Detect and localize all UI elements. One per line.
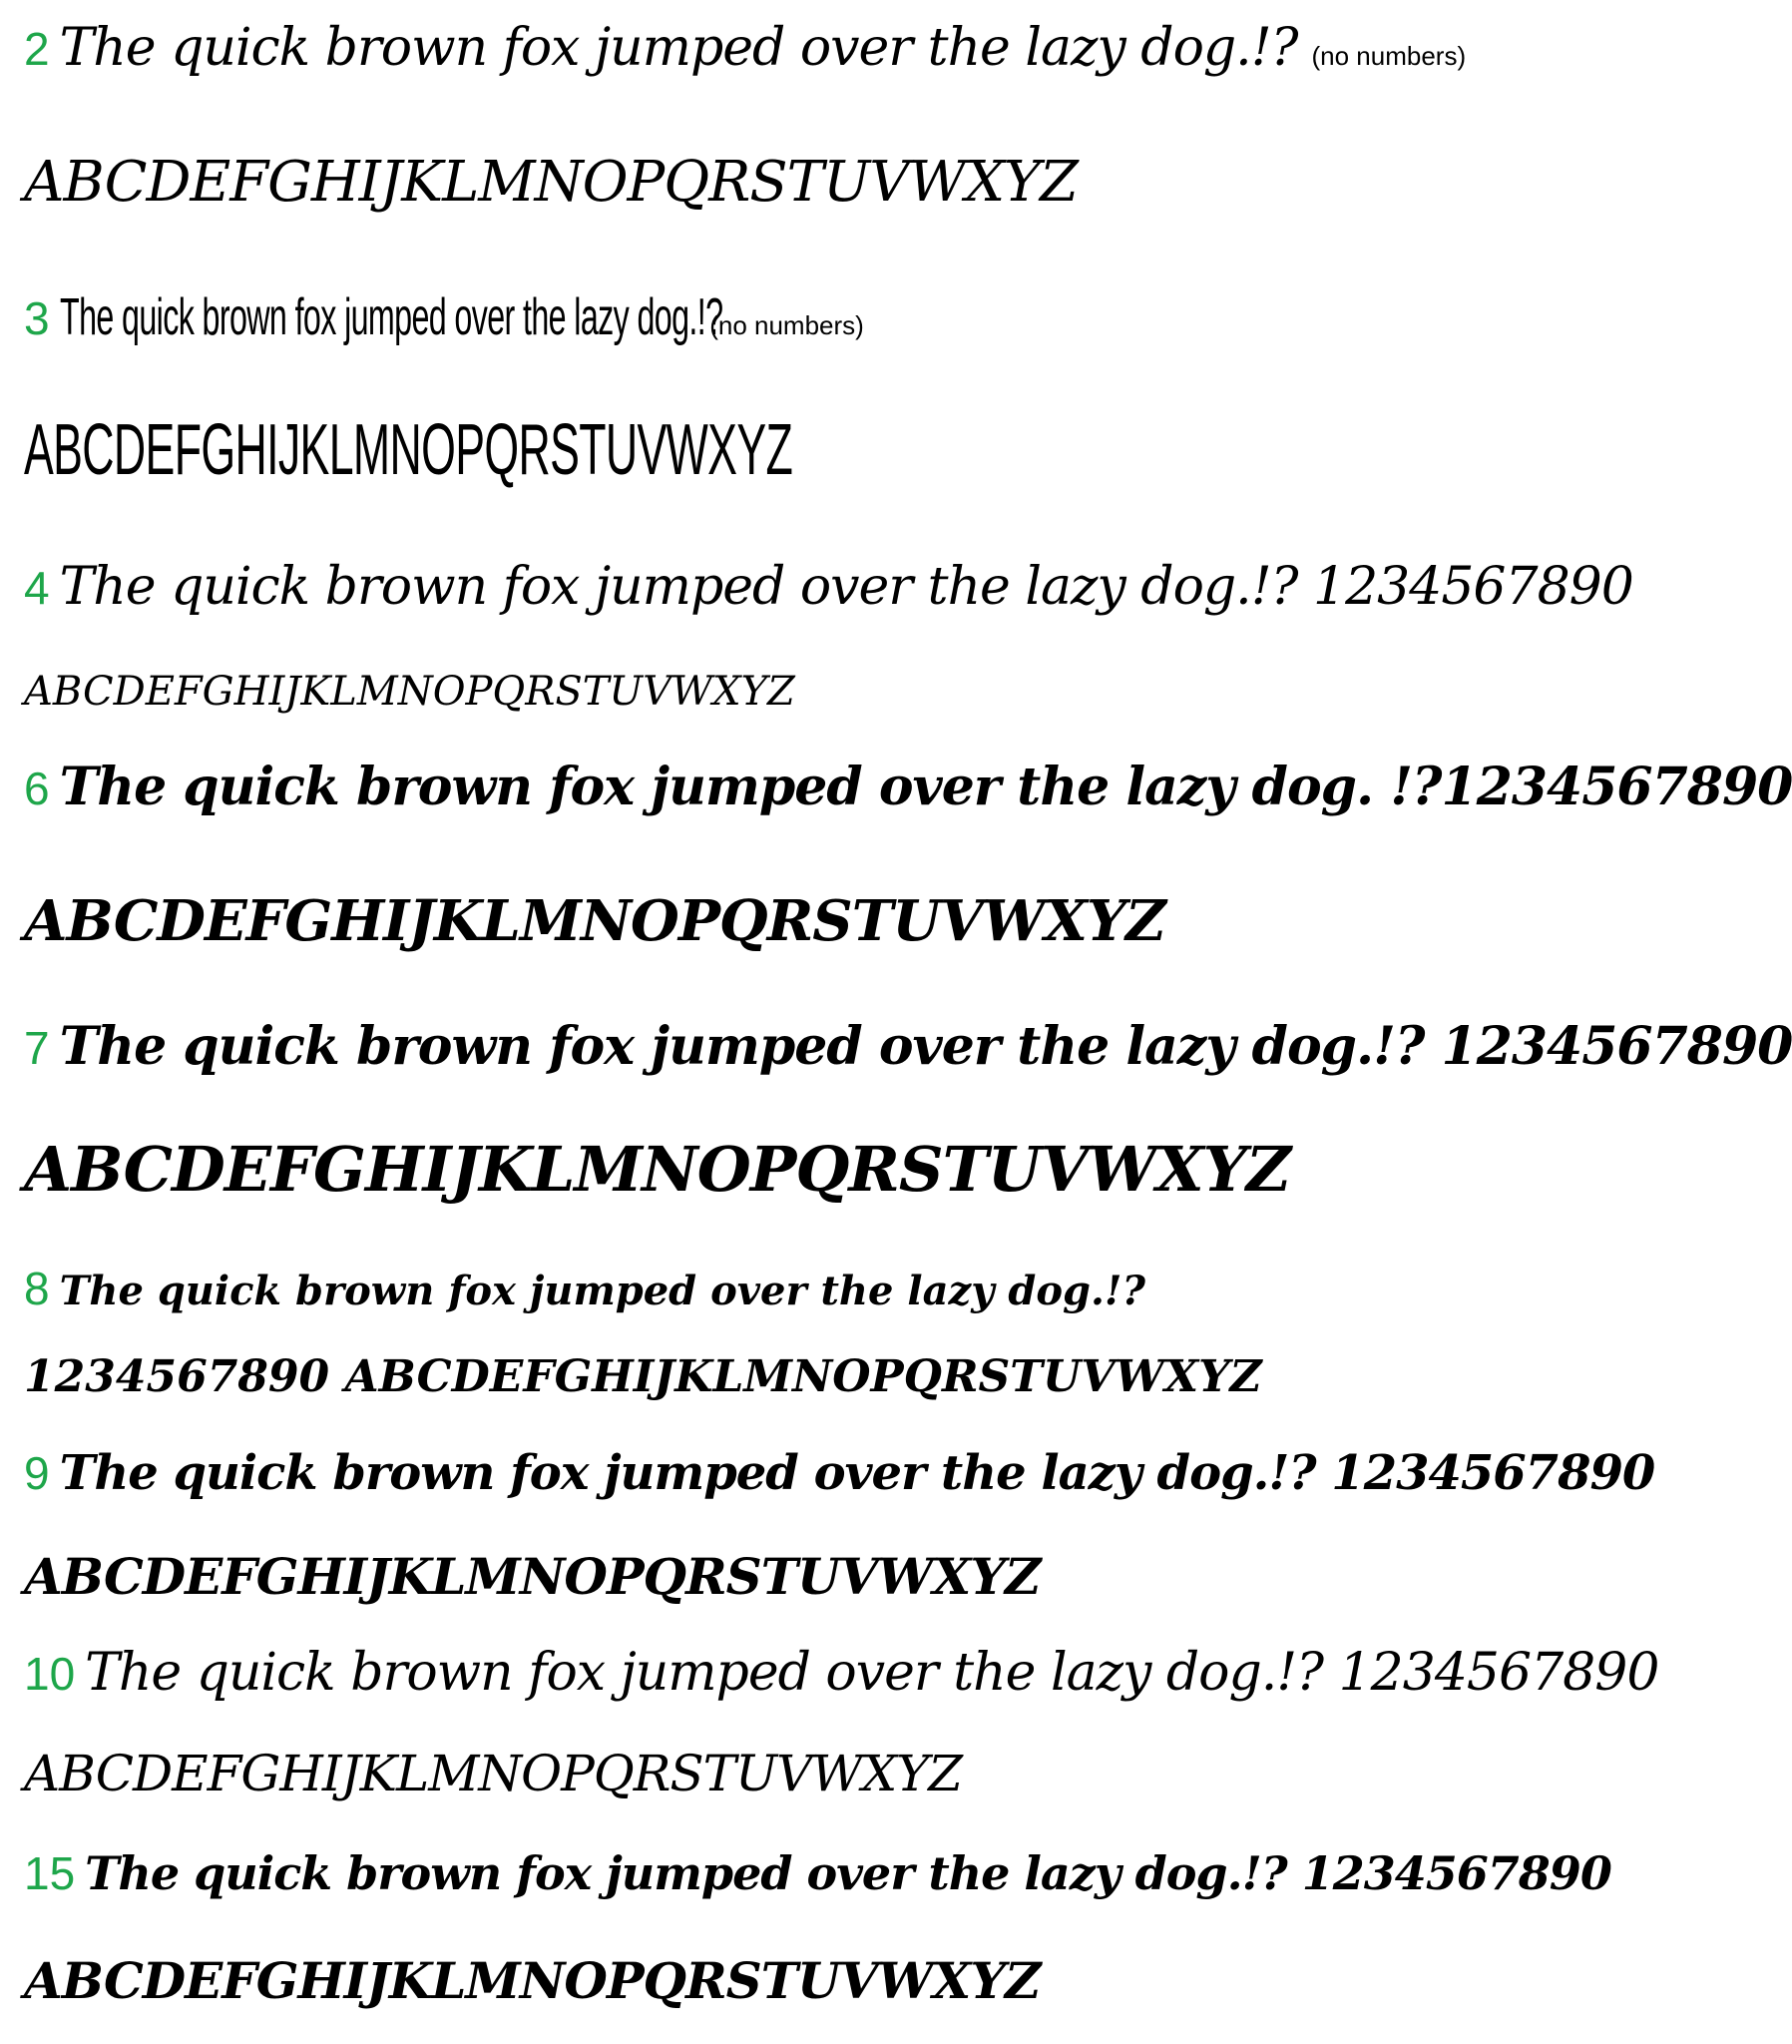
sample-alphabet: ABCDEFGHIJKLMNOPQRSTUVWXYZ [24,1133,1291,1206]
sample-sentence: The quick brown fox jumped over the lazy dog.!? [59,288,722,346]
sample-sentence: The quick brown fox jumped over the lazy dog. !?1234567890 [59,757,1792,817]
sample-sentence: The quick brown fox jumped over the lazy dog.!? [59,1268,1145,1314]
sample-2-sentence-line [24,18,1487,78]
sample-sentence: The quick brown fox jumped over the lazy dog.!? 1234567890 [85,1643,1659,1703]
sample-4-alphabet-line [24,669,1487,715]
sample-15-sentence-line [24,1846,1611,1900]
sample-note: (no numbers) [1311,41,1467,71]
sample-alphabet: ABCDEFGHIJKLMNOPQRSTUVWXYZ [24,669,795,715]
sample-sentence: The quick brown fox jumped over the lazy dog.!? 1234567890 [59,557,1633,617]
sample-number: 9 [24,1447,50,1499]
sample-number: 8 [24,1263,50,1314]
sample-alphabet: ABCDEFGHIJKLMNOPQRSTUVWXYZ [24,150,1078,215]
sample-10-alphabet-line [24,1745,1487,1802]
sample-number: 10 [24,1648,76,1700]
sample-15-alphabet-line [24,1951,1487,2010]
sample-4-sentence-line [24,557,1633,617]
sample-sentence: The quick brown fox jumped over the lazy dog.!? [59,18,1298,78]
sample-note: (no numbers) [709,310,864,340]
sample-number: 6 [24,763,50,814]
sample-6-alphabet-line [24,888,1487,954]
sample-alphabet: ABCDEFGHIJKLMNOPQRSTUVWXYZ [24,1951,1041,2010]
sample-3-alphabet-line [24,409,1487,491]
sample-alphabet: ABCDEFGHIJKLMNOPQRSTUVWXYZ [24,888,1165,954]
sample-number: 7 [24,1022,50,1074]
sample-9-sentence-line [24,1445,1655,1501]
sample-alphabet: ABCDEFGHIJKLMNOPQRSTUVWXYZ [24,1547,1041,1606]
sample-number: 15 [24,1847,76,1899]
sample-8-sentence-line [24,1262,1487,1315]
sample-alphabet: ABCDEFGHIJKLMNOPQRSTUVWXYZ [24,410,793,490]
sample-sentence: The quick brown fox jumped over the lazy dog.!? 1234567890 [59,1016,1792,1077]
sample-number: 2 [24,23,50,75]
sample-9-alphabet-line [24,1547,1487,1606]
sample-3-sentence-line [24,287,1487,347]
sample-7-sentence-line [24,1016,1792,1077]
sample-2-alphabet-line [24,150,1487,215]
sample-alphabet: ABCDEFGHIJKLMNOPQRSTUVWXYZ [24,1745,963,1802]
sample-10-sentence-line [24,1643,1659,1703]
sample-alphabet: 1234567890 ABCDEFGHIJKLMNOPQRSTUVWXYZ [24,1351,1262,1402]
sample-sentence: The quick brown fox jumped over the lazy dog.!? 1234567890 [59,1445,1655,1501]
sample-7-alphabet-line [24,1133,1487,1206]
sample-number: 4 [24,562,50,614]
sample-6-sentence-line [24,757,1792,817]
sample-8-alphabet-line [24,1351,1487,1402]
sample-number: 3 [24,292,50,344]
sample-sentence: The quick brown fox jumped over the lazy dog.!? 1234567890 [85,1846,1611,1900]
